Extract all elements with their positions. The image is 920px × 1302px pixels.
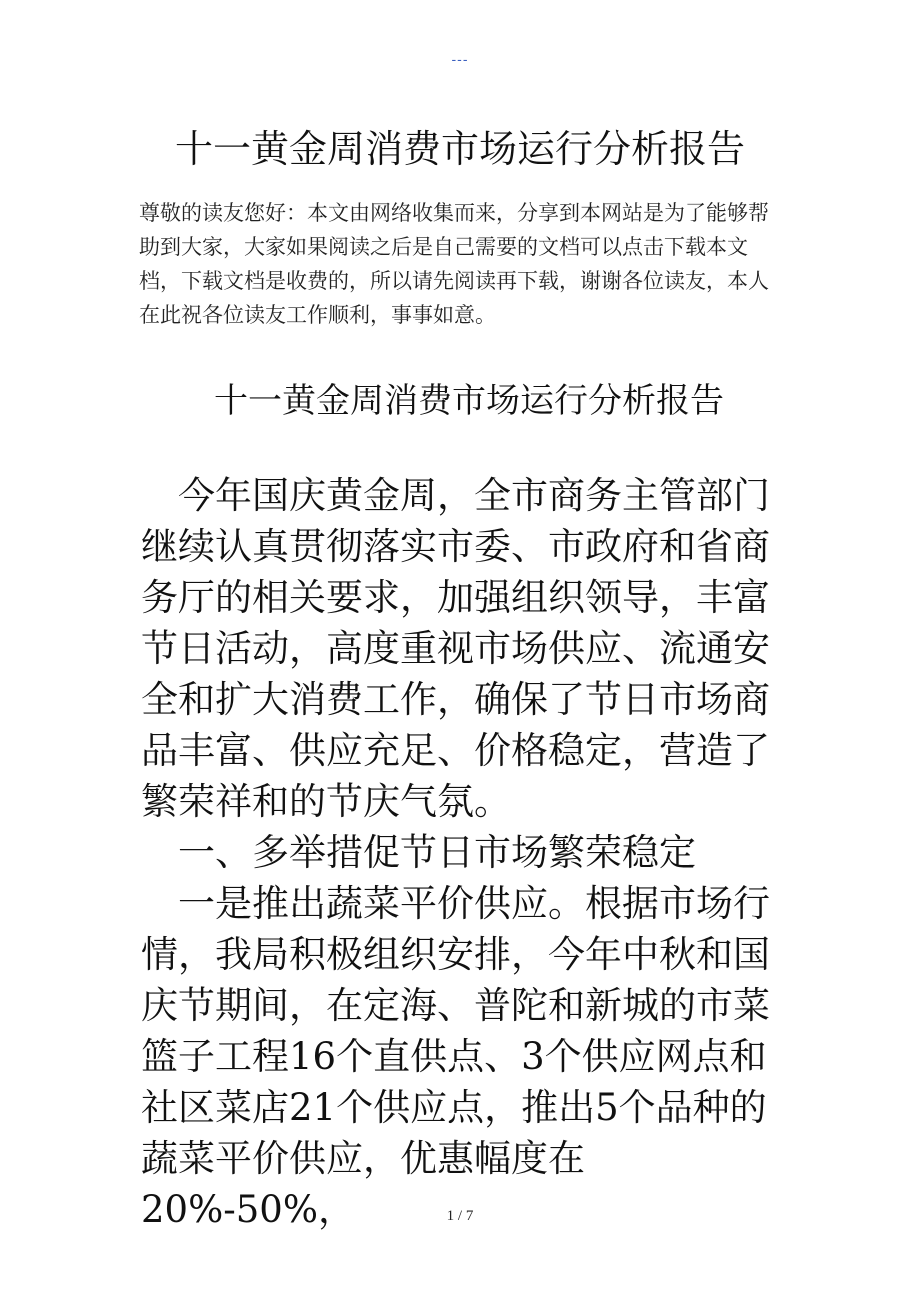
page-header-mark: --- <box>451 51 469 67</box>
document-subtitle: 十一黄金周消费市场运行分析报告 <box>214 381 724 421</box>
document-body <box>141 470 787 1235</box>
download-notice: 尊敬的读友您好：本文由网络收集而来，分享到本网站是为了能够帮助到大家，大家如果阅读之后是自己需要的文档可以点击下载本文档，下载文档是收费的，所以请先阅读再下载，谢谢各位读友，本人在此祝各位读友工作顺利，事事如意。 <box>139 201 769 327</box>
document-title: 十一黄金周消费市场运行分析报告 <box>174 127 745 171</box>
body-paragraph-intro: 今年国庆黄金周，全市商务主管部门继续认真贯彻落实市委、市政府和省商务厅的相关要求，加强组织领导，丰富节日活动，高度重视市场供应、流通安全和扩大消费工作，确保了节日市场商品丰富、供应充足、价格稳定，营造了繁荣祥和的节庆气氛。 <box>141 474 770 823</box>
body-paragraph-vegetables: 一是推出蔬菜平价供应。根据市场行情，我局积极组织安排，今年中秋和国庆节期间，在定海、普陀和新城的市菜篮子工程16个直供点、3个供应网点和社区菜店21个供应点，推出5个品种的蔬菜平价供应，优惠幅度在20%-50%， <box>141 882 770 1231</box>
page-number: 1 / 7 <box>446 1208 474 1224</box>
section-heading-1: 一、多举措促节日市场繁荣稳定 <box>178 831 696 874</box>
